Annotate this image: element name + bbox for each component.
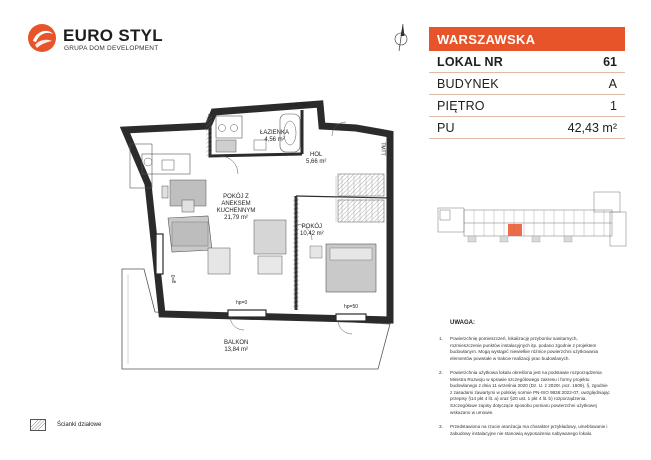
floor-plan-drawing (100, 84, 410, 374)
info-value: 1 (610, 99, 617, 113)
room-area: 5,66 m² (306, 159, 327, 165)
note-text: Powierzchnię pomieszczeń, lokalizację przyborów sanitarnych, rozmieszczenie punktów instalacyjnych itp. podano zgodnie z projektem budowlanym. Mogą wystąpić niewielkie różnice powierzchni użytkowania elementów powstałe w trakcie realizacji prac budowlanych. (450, 336, 599, 361)
notes-section: UWAGA: 1. Powierzchnię pomieszczeń, lokalizację przyborów sanitarnych, rozmieszczenie punktów instalacyjnych itp. podano zgodnie z projektem budowlanym. Mogą wystąpić niewielkie różnice powierzchni użytkowania elementów powstałe w trakcie realizacji prac budowlanych. 2. Powierzchnia użytkowa lokalu określona jest na podstawie rozporządzenia Ministra Rozwoju w sprawie szczegółowego zakresu i formy projektu budowlanego z dnia 11 września 2020 (Dz. U. z 2020r. poz. 1609), §, zgodnie z zasadami zawartymi w polskiej normie PN-ISO 9836:2022-07, uwzględniając przepisy §14 pkt 4 lit. a) oraz §20 ust. 1 pkt 4 lit. b) rozporządzenia. Szczegółowe zapisy dotyczące sposobu pomiaru powierzchni użytkowej wskazano w umowie. 3. Przedstawiona na rzucie aranżacja ma charakter przykładowy, umeblowanie i zabudowy instalacyjne nie stanowią wyposażenia nabywanego lokalu. (439, 320, 610, 436)
info-row-unit (429, 51, 625, 73)
room-name: POKÓJ (301, 224, 323, 230)
brand-name: EURO STYL (63, 26, 163, 45)
room-label-balcony (224, 340, 248, 354)
investment-name: WARSZAWSKA (429, 27, 625, 51)
info-label: BUDYNEK (437, 77, 499, 91)
room-label-living-kitchen (208, 194, 264, 222)
euro-styl-logo-icon (26, 22, 58, 54)
room-area: 21,79 m² (224, 215, 248, 221)
room-name: BALKON (224, 340, 249, 346)
legend-label: Ścianki działowe (57, 422, 102, 428)
north-arrow-icon (392, 22, 410, 52)
room-name: ŁAZIENKA (260, 130, 290, 136)
info-row-area (429, 117, 625, 139)
room-label-bathroom (260, 130, 289, 144)
apartment-info-panel (429, 27, 625, 139)
heater-tag: g=0 (171, 274, 178, 284)
clearance-tag: hp=50 (344, 304, 359, 310)
room-area: 4,56 m² (264, 137, 285, 143)
building-key-plan (434, 188, 630, 258)
room-area: 13,84 m² (224, 347, 249, 353)
info-label: PU (437, 121, 455, 135)
floor-plan (100, 84, 410, 374)
clearance-tag: hp=0 (236, 300, 248, 306)
room-label-hall (306, 152, 326, 166)
room-area: 10,42 m² (300, 231, 324, 237)
room-name: HOL (310, 152, 323, 158)
room-name: POKÓJ Z ANEKSEM KUCHENNYM (216, 194, 256, 214)
brand-subtitle: GRUPA DOM DEVELOPMENT (64, 45, 159, 52)
info-row-floor (429, 95, 625, 117)
notes-title: UWAGA: (450, 320, 475, 326)
washer-tag: pral. bęb. (290, 102, 311, 108)
riser-tag: TMTT (379, 142, 386, 156)
info-value: 42,43 m² (567, 121, 617, 135)
info-value: A (608, 77, 617, 91)
info-row-building (429, 73, 625, 95)
hatch-swatch-icon (30, 419, 46, 431)
info-label: LOKAL NR (437, 55, 503, 69)
legend (30, 419, 150, 433)
note-text: Powierzchnia użytkowa lokalu określona jest na podstawie rozporządzenia Ministra Rozwoju w sprawie szczegółowego zakresu i formy projektu budowlanego z dnia 11 września 2020 (Dz. U. z 2020r. poz. 1609), §, zgodnie z zasadami zawartymi w polskiej normie PN-ISO 9836:2022-07, uwzględniając przepisy §14 pkt 4 lit. a) oraz §20 ust. 1 pkt 4 lit. b) rozporządzenia. Szczegółowe zapisy dotyczące sposobu pomiaru powierzchni użytkowej wskazano w umowie. (450, 370, 610, 415)
room-label-bedroom (300, 224, 324, 238)
info-value: 61 (603, 55, 617, 69)
unit-location-marker (508, 224, 522, 236)
note-text: Przedstawiona na rzucie aranżacja ma charakter przykładowy, umeblowanie i zabudowy instalacyjne nie stanowią wyposażenia nabywanego lokalu. (450, 424, 608, 436)
info-label: PIĘTRO (437, 99, 485, 113)
brand-logo (26, 22, 176, 56)
